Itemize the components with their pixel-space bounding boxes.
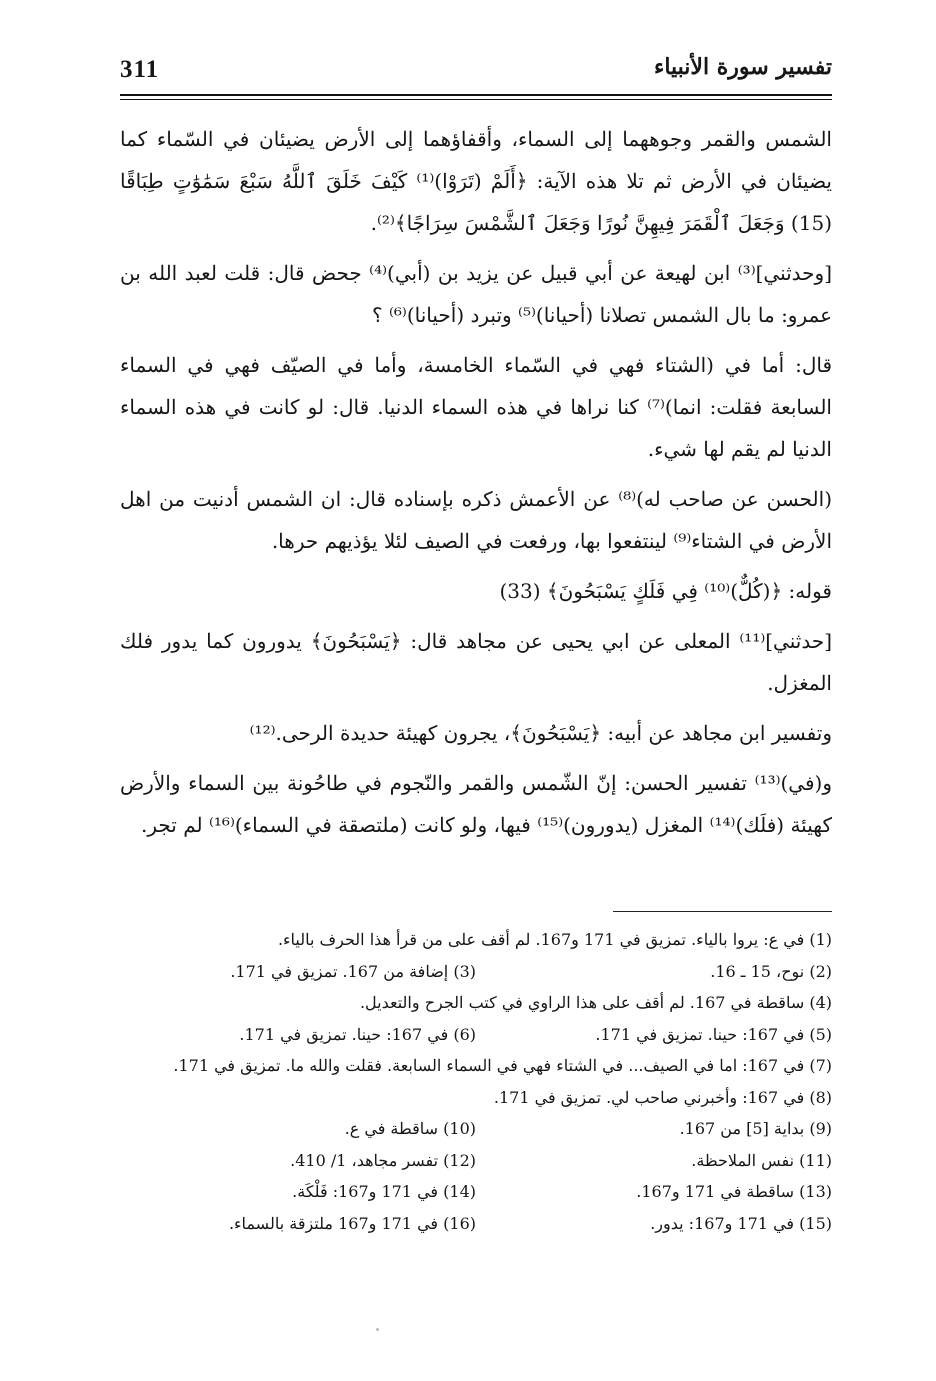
- footnote: (14) في 171 و167: فَلْكَة.: [292, 1182, 476, 1201]
- paragraph: (الحسن عن صاحب له)⁽⁸⁾ عن الأعمش ذكره بإسناده قال: ان الشمس أدنيت من اهل الأرض في الشتاء⁽⁹⁾ لينتفعوا بها، ورفعت في الصيف لئلا يؤذيهم حرها.: [120, 487, 832, 553]
- footnote: (9) بداية [5] من 167.: [679, 1119, 832, 1138]
- paragraph: [وحدثني]⁽³⁾ ابن لهيعة عن أبي قبيل عن يزيد بن (أبي)⁽⁴⁾ جحض قال: قلت لعبد الله بن عمرو: ما بال الشمس تصلانا (أحيانا)⁽⁵⁾ وتبرد (أحيانا)⁽⁶⁾ ؟: [120, 261, 832, 327]
- footnote: (16) في 171 و167 ملتزقة بالسماء.: [228, 1213, 476, 1233]
- paragraph: وتفسير ابن مجاهد عن أبيه: ﴿يَسْبَحُونَ﴾، يجرون كهيئة حديدة الرحى.⁽¹²⁾: [249, 721, 832, 745]
- footnote-row: [120, 1176, 832, 1208]
- paragraph: قال: أما في (الشتاء فهي في السّماء الخامسة، وأما في الصيّف فهي في السماء السابعة فقلت: انما)⁽⁷⁾ كنا نراها في هذه السماء الدنيا. قال: لو كانت في هذه السماء الدنيا لم يقم لها شيء.: [120, 353, 832, 461]
- footnote: (4) ساقطة في 167. لم أقف على هذا الراوي في كتب الجرح والتعديل.: [359, 993, 832, 1012]
- footnote-row: [120, 1113, 832, 1145]
- footnote-row: [120, 1019, 832, 1051]
- footnote: (7) في 167: اما في الصيف... في الشتاء فهي في السماء السابعة. فقلت والله ما. تمزيق في 171.: [173, 1056, 832, 1075]
- running-title: تفسير سورة الأنبياء: [653, 54, 832, 80]
- header-rule-thin: [120, 99, 832, 100]
- footnote: (11) نفس الملاحظة.: [691, 1150, 832, 1170]
- footnotes: [120, 924, 832, 1239]
- paragraph: قوله: ﴿(كُلٌّ)⁽¹⁰⁾ فِي فَلَكٍ يَسْبَحُونَ﴾ (33): [499, 579, 832, 603]
- footnote-separator: [613, 911, 832, 912]
- footnote: (1) في ع: يروا بالياء. تمزيق في 171 و167. لم أقف على من قرأ هذا الحرف بالياء.: [277, 930, 832, 949]
- scan-speck: [376, 1328, 379, 1331]
- page-header: [120, 52, 832, 92]
- footnote-row: [120, 956, 832, 988]
- paragraph: الشمس والقمر وجوههما إلى السماء، وأقفاؤهما إلى الأرض يضيئان في السّماء كما يضيئان في الأرض ثم تلا هذه الآية: ﴿أَلَمْ (تَرَوْا)⁽¹⁾ كَيْفَ خَلَقَ ٱللَّهُ سَبْعَ سَمَٰوَٰتٍ طِبَاقًا (15) وَجَعَلَ ٱلْقَمَرَ فِيهِنَّ نُورًا وَجَعَلَ ٱلشَّمْسَ سِرَاجًا﴾⁽²⁾.: [120, 127, 832, 235]
- footnote: (10) ساقطة في ع.: [344, 1119, 476, 1138]
- paragraph: و(في)⁽¹³⁾ تفسير الحسن: إنّ الشّمس والقمر والنّجوم في طاحُونة بين السماء والأرض كهيئة (فلَك)⁽¹⁴⁾ المغزل (يدورون)⁽¹⁵⁾ فيها، ولو كانت (ملتصقة في السماء)⁽¹⁶⁾ لم تجر.: [120, 771, 832, 837]
- footnote: (12) تفسر مجاهد، 1/ 410.: [290, 1150, 476, 1170]
- paragraph: [حدثني]⁽¹¹⁾ المعلى عن ابي يحيى عن مجاهد قال: ﴿يَسْبَحُونَ﴾ يدورون كما يدور فلك المغزل.: [120, 629, 832, 695]
- footnote-row: [120, 1208, 832, 1240]
- footnote-row: [120, 1145, 832, 1177]
- header-rule-thick: [120, 94, 832, 96]
- footnote: (13) ساقطة في 171 و167.: [636, 1182, 832, 1201]
- footnote: (6) في 167: حينا. تمزيق في 171.: [239, 1024, 476, 1044]
- footnote: (5) في 167: حينا. تمزيق في 171.: [595, 1024, 832, 1044]
- page-number: 311: [120, 56, 160, 83]
- main-text: [120, 118, 832, 854]
- footnote: (15) في 171 و167: يدور.: [650, 1213, 832, 1233]
- footnote: (3) إضافة من 167. تمزيق في 171.: [230, 961, 476, 981]
- footnote: (2) نوح، 15 ـ 16.: [710, 961, 832, 981]
- footnote: (8) في 167: وأخبرني صاحب لي. تمزيق في 171.: [493, 1087, 832, 1107]
